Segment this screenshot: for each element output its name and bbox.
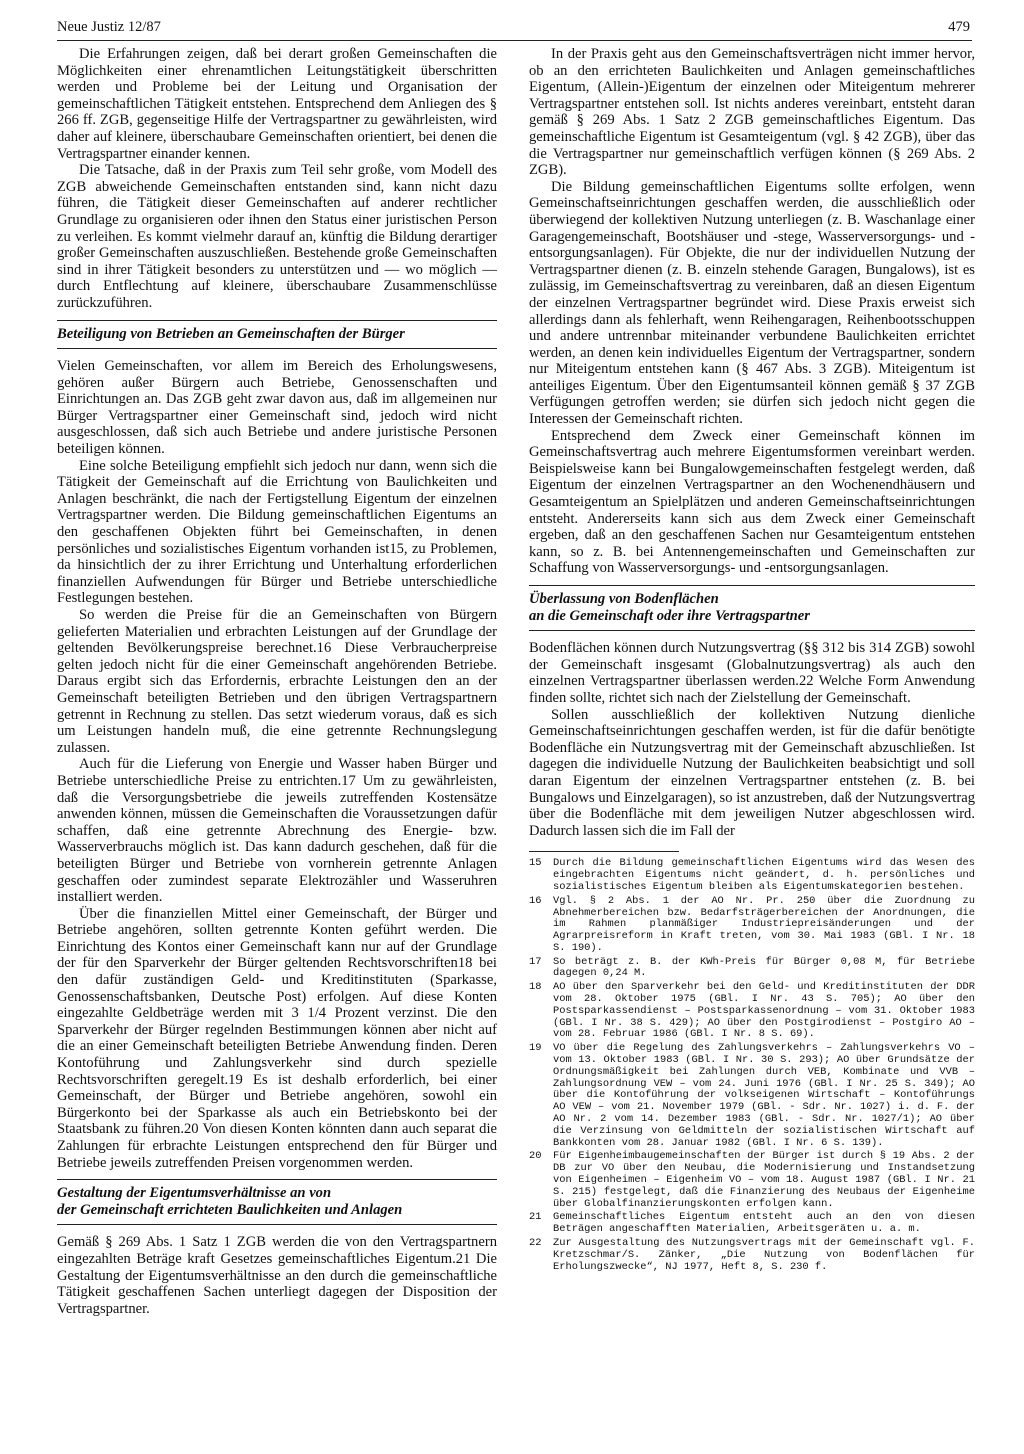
footnote-text: Durch die Bildung gemeinschaftlichen Eigentums wird das Wesen des eingebrachten Eigentums nicht geändert, d. h. persönliches und sozialistisches Eigentum bleiben als Eigentumskategorien bestehen. (553, 857, 975, 893)
footnote (529, 896, 975, 955)
footnote (529, 1212, 975, 1236)
footnote-number: 18 (529, 981, 542, 994)
section-heading-text: an die Gemeinschaft oder ihre Vertragspartner (529, 607, 810, 624)
footnote-text: VO über die Regelung des Zahlungsverkehrs – Zahlungsverkehrs VO – vom 13. Oktober 1983 (GBl. I Nr. 30 S. 293); AO über Grundsätze der Ordnungsmäßigkeit bei Zahlungen durch VEB, Kombinate und VVB – Zahlungsordnung VEW – vom 24. Juni 1976 (GBl. I Nr. 25 S. 349); AO über die Kontoführung der volkseigenen Wirtschaft – Kontoführungs AO VEW – vom 21. November 1979 (GBl. - Sdr. Nr. 1027) i. d. F. der AO Nr. 2 vom 14. Dezember 1983 (GBl. - Sdr. Nr. 1027/1); AO über die Verzinsung von Geldmitteln der sozialistischen Wirtschaft auf Bankkonten vom 28. Januar 1982 (GBl. I Nr. 6 S. 139). (553, 1042, 975, 1149)
footnote-number: 16 (529, 894, 542, 907)
page-header (57, 14, 972, 41)
right-column (529, 46, 975, 1275)
footnote-number: 19 (529, 1042, 542, 1055)
paragraph: Über die finanziellen Mittel einer Gemeinschaft, der Bürger und Betriebe angehören, sollten getrennte Konten geführt werden. Die Einrichtung des Kontos einer Gemeinschaft kann nur auf der Grundlage der für den Sparverkehr der Bürger geltenden Rechtsvorschriften18 bei den dafür zuständigen Geld- und Kreditinstituten (Sparkasse, Genossenschaftsbanken, Deutsche Post) erfolgen. Auf diese Konten eingezahlte Geldbeträge werden mit 3 1/4 Prozent verzinst. Die den Sparverkehr der Bürger regelnden Bestimmungen können aber nicht auf die an einer Gemeinschaft beteiligten Betriebe Anwendung finden. Deren Kontoführung und Zahlungsverkehr sind durch spezielle Rechtsvorschriften geregelt.19 Es ist deshalb erforderlich, bei einer Gemeinschaft, der Bürger und Betriebe angehören, sowohl ein Bürgerkonto bei der Sparkasse als auch ein Betriebskonto bei der Staatsbank zu führen.20 Von diesen Konten könnten dann auch separat die Zahlungen für erbrachte Leistungen entsprechend den für Bürger und Betriebe jeweils zutreffenden Preisen vorgenommen werden. (57, 905, 497, 1171)
footnote (529, 957, 975, 981)
footnote-text: Vgl. § 2 Abs. 1 der AO Nr. Pr. 250 über die Zuordnung zu Abnehmerbereichen bzw. Bedarfsträgerbereichen der Anordnungen, die im Rahmen planmäßiger Industriepreisänderungen und der Agrarpreisreform in Kraft treten, vom 30. Mai 1983 (GBl. I Nr. 18 S. 190). (553, 894, 975, 954)
paragraph: Auch für die Lieferung von Energie und Wasser haben Bürger und Betriebe unterschiedliche Preise zu entrichten.17 Um zu gewährleisten, daß die Versorgungsbetriebe die jeweils zutreffenden Kostensätze anwenden können, müssen die Gemeinschaften die Voraussetzungen dafür schaffen, daß eine getrennte Abrechnung des Energie- bzw. Wasserverbrauchs möglich ist. Das kann dadurch geschehen, daß für die beteiligten Bürger und Betriebe von vornherein getrennte Anlagen geschaffen oder zumindest separate Elektrozähler und Wasseruhren installiert werden. (57, 756, 497, 906)
journal-issue: Neue Justiz 12/87 (57, 19, 161, 35)
left-column (57, 46, 497, 1317)
footnote-number: 17 (529, 955, 542, 968)
footnote (529, 858, 975, 893)
footnote-number: 20 (529, 1150, 542, 1163)
section-heading (57, 1179, 497, 1225)
paragraph: Eine solche Beteiligung empfiehlt sich jedoch nur dann, wenn sich die Tätigkeit der Gemeinschaft auf die Errichtung von Baulichkeiten und Anlagen beschränkt, die nach der Fertigstellung Eigentum der einzelnen Vertragspartner werden. Die Bildung gemeinschaftlichen Eigentums an den geschaffenen Objekten führt bei Gemeinschaften, in denen persönliches und sozialistisches Eigentum vorhanden ist15, zu Problemen, da hinsichtlich der zu ihrer Errichtung und Unterhaltung erforderlichen finanziellen Aufwendungen für Bürger und Betriebe unterschiedliche Festlegungen bestehen. (57, 457, 497, 607)
paragraph: Gemäß § 269 Abs. 1 Satz 1 ZGB werden die von den Vertragspartnern eingezahlten Beträge kraft Gesetzes gemeinschaftliches Eigentum.21 Die Gestaltung der Eigentumsverhältnisse an den durch die gemeinschaftliche Tätigkeit geschaffenen Sachen unterliegt dagegen der Disposition der Vertragspartner. (57, 1234, 497, 1317)
footnote-number: 21 (529, 1211, 542, 1224)
section-heading (529, 585, 975, 631)
footnote-number: 22 (529, 1237, 542, 1250)
footnote-text: Zur Ausgestaltung des Nutzungsvertrags mit der Gemeinschaft vgl. F. Kretzschmar/S. Zänker, „Die Nutzung von Bodenflächen für Erholungszwecke“, NJ 1977, Heft 8, S. 230 f. (553, 1237, 975, 1273)
section-heading (57, 320, 497, 350)
paragraph: Vielen Gemeinschaften, vor allem im Bereich des Erholungswesens, gehören außer Bürgern auch Betriebe, Genossenschaften und Einrichtungen an. Das ZGB geht zwar davon aus, daß im allgemeinen nur Bürger Vertragspartner einer Gemeinschaft sind, jedoch wird nicht ausgeschlossen, daß sich auch Betriebe und andere juristische Personen beteiligen können. (57, 358, 497, 458)
paragraph: Die Tatsache, daß in der Praxis zum Teil sehr große, vom Modell des ZGB abweichende Gemeinschaften entstanden sind, kann nicht dazu führen, die Tätigkeit dieser Gemeinschaften auf anderer rechtlicher Grundlage zu organisieren oder ihnen den Status einer juristischen Person zu verleihen. Es kommt vielmehr darauf an, künftig die Bildung derartiger großer Gemeinschaften auszuschließen. Bestehende große Gemeinschaften sind in ihrer Tätigkeit besonders zu unterstützen und — wo möglich — durch Entflechtung auf kleinere, überschaubare Zusammenschlüsse zurückzuführen. (57, 162, 497, 311)
footnote (529, 1043, 975, 1149)
paragraph: In der Praxis geht aus den Gemeinschaftsverträgen nicht immer hervor, ob an den errichteten Baulichkeiten und Anlagen gemeinschaftliches Eigentum, (Allein-)Eigentum der einzelnen oder Miteigentum mehrerer Vertragspartner entstehen soll. Ist nichts anderes vereinbart, entsteht daran gemäß § 269 Abs. 1 Satz 2 ZGB gemeinschaftliches Eigentum. Das gemeinschaftliche Eigentum ist Gesamteigentum (vgl. § 42 ZGB), über das die Vertragspartner nur gemeinschaftlich verfügen können (§ 269 Abs. 2 ZGB). (529, 46, 975, 179)
paragraph: Die Erfahrungen zeigen, daß bei derart großen Gemeinschaften die Möglichkeiten einer ehrenamtlichen Leitungstätigkeit überschritten werden und Probleme bei der Leitung und Organisation der gemeinschaftlichen Tätigkeit entstehen. Entsprechend dem Anliegen des § 266 ff. ZGB, gegenseitige Hilfe der Vertragspartner zu gewährleisten, wird daher auf kleinere, überschaubare Gemeinschaften orientiert, bei denen die Vertragspartner einander kennen. (57, 46, 497, 162)
footnote (529, 982, 975, 1041)
footnote (529, 1238, 975, 1273)
footnote-text: So beträgt z. B. der KWh-Preis für Bürger 0,08 M, für Betriebe dagegen 0,24 M. (553, 955, 975, 980)
footnote (529, 1151, 975, 1210)
page-number: 479 (948, 19, 970, 35)
section-heading-text: Gestaltung der Eigentumsverhältnisse an von (57, 1185, 332, 1202)
section-heading-text: der Gemeinschaft errichteten Baulichkeiten und Anlagen (57, 1201, 403, 1218)
footnote-text: AO über den Sparverkehr bei den Geld- und Kreditinstituten der DDR vom 28. Oktober 1975 (GBl. I Nr. 43 S. 705); AO über den Postsparkassendienst – Postsparkassenordnung – vom 31. Oktober 1983 (GBl. I Nr. 38 S. 429); AO über den Postgirodienst – Postgiro AO – vom 28. Februar 1986 (GBl. I Nr. 8 S. 69). (553, 981, 975, 1041)
footnote-text: Für Eigenheimbaugemeinschaften der Bürger ist durch § 19 Abs. 2 der DB zur VO über den Neubau, die Modernisierung und Instandsetzung von Eigenheimen – Eigenheim VO – vom 18. August 1987 (GBl. I Nr. 21 S. 215) festgelegt, daß die Finanzierung des Neubaus der Eigenheime über Globalfinanzierungskonten erfolgen kann. (553, 1150, 975, 1210)
footnote-text: Gemeinschaftliches Eigentum entsteht auch an den von diesen Beträgen angeschafften Materialien, Arbeitsgeräten u. a. m. (553, 1211, 975, 1236)
paragraph: So werden die Preise für die an Gemeinschaften von Bürgern gelieferten Materialien und erbrachten Leistungen auf der Grundlage der geltenden Bevölkerungspreise berechnet.16 Diese Verbraucherpreise gelten jedoch nicht für die einer Gemeinschaft angehörenden Betriebe. Daraus ergibt sich das Erfordernis, erbrachte Leistungen den an der Gemeinschaft beteiligten Betrieben und den übrigen Vertragspartnern getrennt in Rechnung zu stellen. Das setzt wiederum voraus, daß es sich um Leistungen handeln muß, die eine getrennte Rechnungslegung zulassen. (57, 607, 497, 756)
section-heading-text: Überlassung von Bodenflächen (529, 591, 719, 607)
footnote-number: 15 (529, 857, 542, 870)
paragraph: Entsprechend dem Zweck einer Gemeinschaft können im Gemeinschaftsvertrag auch mehrere Eigentumsformen vereinbart werden. Beispielsweise kann bei Bungalowgemeinschaften festgelegt werden, daß Eigentum der einzelnen Vertragspartner an den Wochenendhäusern und Gesamteigentum an Spielplätzen und anderen Gemeinschaftseinrichtungen entsteht. Andererseits kann sich aus dem Zweck einer Gemeinschaft ergeben, daß an den geschaffenen Sachen nur Gesamteigentum entstehen kann, so z. B. bei Antennengemeinschaften und Gemeinschaften zur Schaffung von Wasserversorgungs- und -entsorgungsanlagen. (529, 427, 975, 577)
paragraph: Sollen ausschließlich der kollektiven Nutzung dienliche Gemeinschaftseinrichtungen geschaffen werden, ist für die dafür benötigte Bodenfläche ein Nutzungsvertrag mit der Gemeinschaft abzuschließen. Ist dagegen die individuelle Nutzung der Baulichkeiten beabsichtigt und soll daran Eigentum der einzelnen Vertragspartner entstehen (z. B. bei Bungalows und Einzelgaragen), so ist anzustreben, daß der Nutzungsvertrag über die Bodenfläche mit dem jeweiligen Nutzer abgeschlossen wird. Dadurch lassen sich die im Fall der (529, 706, 975, 839)
paragraph: Bodenflächen können durch Nutzungsvertrag (§§ 312 bis 314 ZGB) sowohl der Gemeinschaft insgesamt (Globalnutzungsvertrag) als auch den einzelnen Vertragspartner überlassen werden.22 Welche Form Anwendung finden sollte, richtet sich nach der Zielstellung der Gemeinschaft. (529, 640, 975, 706)
footnotes (529, 858, 975, 1273)
paragraph: Die Bildung gemeinschaftlichen Eigentums sollte erfolgen, wenn Gemeinschaftseinrichtungen geschaffen werden, die ausschließlich oder überwiegend der kollektiven Nutzung unterliegen (z. B. Waschanlage einer Garagengemeinschaft, Bootshäuser und -stege, Wasserversorgungs- und -entsorgungsanlagen). Für Objekte, die nur der individuellen Nutzung der Vertragspartner dienen (z. B. einzeln stehende Garagen, Bungalows), ist es zulässig, im Gemeinschaftsvertrag zu vereinbaren, daß an diesen Eigentum der einzelnen Vertragspartner begründet wird. Diese Praxis erweist sich allerdings dann als fehlerhaft, wenn Reihengaragen, Reihenbootsschuppen und andere untrennbar miteinander verbundene Baulichkeiten errichtet werden, an denen kein individuelles Eigentum der Vertragspartner, sondern nur Miteigentum entstehen kann (§ 467 Abs. 3 ZGB). Miteigentum ist anteiliges Eigentum. Über den Eigentumsanteil können gemäß § 37 ZGB Verfügungen getroffen werden; sie dürfen sich jedoch nicht gegen die Interessen der Gemeinschaft richten. (529, 178, 975, 428)
footnote-divider (529, 851, 679, 852)
section-heading-text: Beteiligung von Betrieben an Gemeinschaften der Bürger (57, 325, 405, 342)
